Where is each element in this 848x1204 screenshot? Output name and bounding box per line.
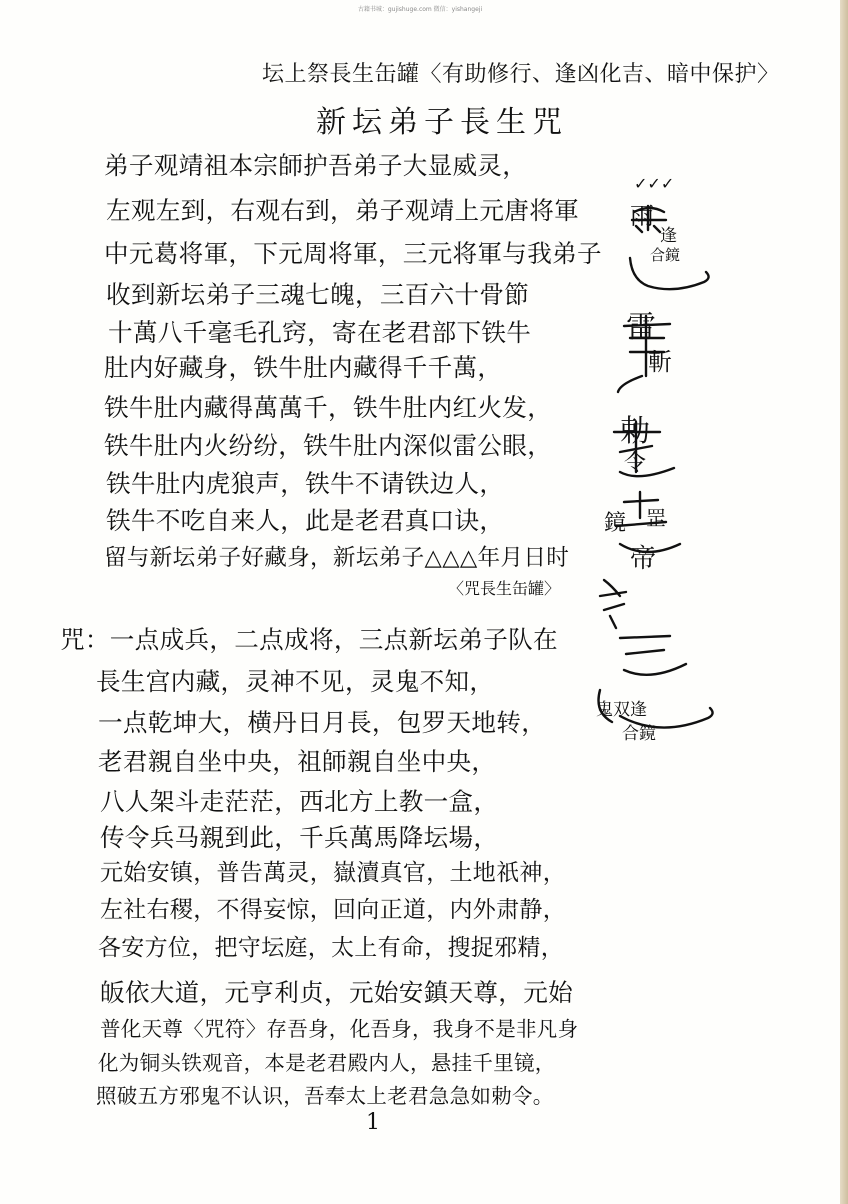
page-title: 新坛弟子長生咒 [316,105,568,140]
talisman-glyph: 鏡 [604,511,627,536]
talisman-check-marks: ✓✓✓ [634,174,675,193]
invocation-line: 留与新坛弟子好藏身，新坛弟子△△△年月日时 [104,545,570,571]
watermark-text: 古籍书城：gujishuge.com 微信：yishangeji [357,6,483,13]
page-edge [840,0,848,1204]
mantra-line: 長生宫内藏，灵神不见，灵鬼不知， [96,667,495,696]
talisman-glyph: 帝 [630,544,657,574]
talisman-glyph: 罡 [646,506,666,530]
page-number: 1 [366,1110,380,1135]
mantra-line: 各安方位，把守坛庭，太上有命，搜捉邪精， [98,935,564,961]
mantra-line: 咒：一点成兵，二点成将，三点新坛弟子队在 [60,625,558,654]
mantra-line: 元始安镇，普告萬灵，嶽瀆真官，土地祇神， [100,860,566,886]
talisman-glyph: 斬 [648,348,672,376]
talisman-glyph: 雨 [630,202,654,230]
header-line: 坛上祭長生缶罐〈有助修行、逢凶化吉、暗中保护〉 [262,62,780,87]
talisman-glyph: 合鏡 [650,246,681,264]
mantra-line: 八人架斗走茫茫，西北方上教一盒， [100,787,499,816]
mantra-line: 化为铜头铁观音，本是老君殿内人，悬挂千里镜， [98,1051,556,1075]
talisman-glyph: 鬼双逢 [596,700,647,720]
mantra-line: 传令兵马親到此，千兵萬馬降坛場， [100,823,499,852]
mantra-line: 一点乾坤大，横丹日月長，包罗天地转， [98,708,547,737]
invocation-note: 〈咒長生缶罐〉 [448,579,561,598]
invocation-line: 肚内好藏身，铁牛肚内藏得千千萬， [104,353,503,382]
invocation-line: 铁牛肚内藏得萬萬千，铁牛肚内红火发， [104,393,553,422]
invocation-line: 十萬八千毫毛孔窍，寄在老君部下铁牛 [108,318,532,347]
talisman-glyph: 令 [624,451,647,476]
mantra-line: 左社右稷，不得妄惊，回向正道，内外肃静， [100,897,566,923]
invocation-line: 铁牛肚内火纷纷，铁牛肚内深似雷公眼， [104,431,553,460]
invocation-line: 收到新坛弟子三魂七魄，三百六十骨節 [106,280,530,309]
invocation-line: 弟子观靖祖本宗師护吾弟子大显威灵， [104,151,528,180]
mantra-line: 照破五方邪鬼不认识，吾奉太上老君急急如勅令。 [96,1084,554,1108]
invocation-line: 铁牛不吃自来人，此是老君真口诀， [106,506,505,535]
mantra-line: 皈依大道，元亨利贞，元始安鎮天尊，元始 [100,978,573,1007]
talisman-glyph: 逢 [660,226,677,246]
talisman-drawing [590,176,720,776]
mantra-line: 老君親自坐中央，祖師親自坐中央， [98,747,497,776]
invocation-line: 中元葛将軍，下元周将軍，三元将軍与我弟子 [104,239,602,268]
talisman-glyph: 勅 [620,414,650,449]
mantra-line: 普化天尊〈咒符〉存吾身，化吾身，我身不是非凡身 [100,1017,579,1041]
talisman-strokes-icon [590,176,720,776]
talisman-glyph: 雷 [626,310,656,345]
invocation-line: 左观左到，右观右到，弟子观靖上元唐将軍 [106,196,579,225]
invocation-line: 铁牛肚内虎狼声，铁牛不请铁边人， [106,469,505,498]
talisman-glyph: 合鏡 [622,724,656,744]
